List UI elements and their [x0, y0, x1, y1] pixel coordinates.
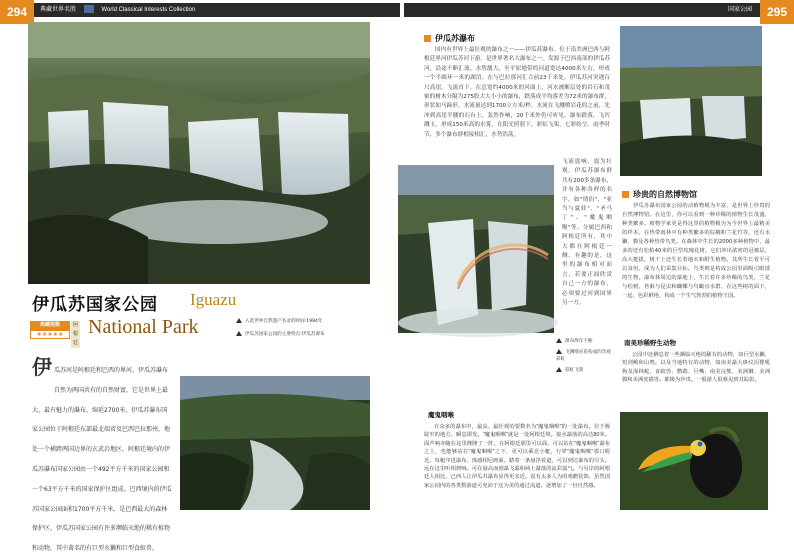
- left-series-en: World Classical Interests Collection: [101, 7, 196, 13]
- falls-text-narrow: 飞流震响，震为壮观。伊瓜苏瀑布群共有200多条瀑布，并有各种各样的名字，如"情侣"、"亚当与夏娃"、"圣马丁"、"魔鬼咽喉"等。分属巴西和阿根廷所有，其中大都在阿根廷一侧。有趣的是，这里的瀑布相对而言，若要正面欣赏自己一方的瀑布，必须要过河到国界另一方。: [562, 159, 612, 307]
- right-page-number: 295: [760, 0, 794, 24]
- page-title-en-2: National Park: [88, 316, 199, 338]
- waterfall-rainbow-photo: [398, 165, 554, 333]
- river-gorge-photo: [180, 376, 370, 510]
- title-note-2: 伊瓜苏国家公园的主要特点:伊瓜苏瀑布: [236, 331, 376, 338]
- toucan-photo: [620, 412, 768, 510]
- caption-3: 彩虹飞架: [556, 367, 612, 374]
- section-square-icon: [622, 191, 629, 198]
- intro-paragraph: [32, 355, 172, 553]
- country-char-3: 廷: [72, 340, 78, 346]
- left-page-number: 294: [0, 0, 34, 24]
- right-running-header: [404, 3, 760, 17]
- country-char-1: 阿: [72, 322, 78, 328]
- caption-1: 瀑布终年不断: [556, 338, 612, 345]
- triangle-bullet-icon: [236, 318, 242, 323]
- intro-text: 瓜苏河是阿根廷和巴西的界河。伊瓜苏瀑布自然为两国共有的自然财富。它是世界上最大、最有魅力的瀑布，绵延2700米。伊瓜苏瀑布国家公园位于阿根廷东部最北端省及巴西巴拉那州，地处一个横跨两国边界的玄武岩地区。阿根廷境内的伊瓜苏瀑布国家公园由一个492平方千米的国家公园和一个63平方千米的国家保护区组成。巴西境内的伊瓜苏国家公园面积1700平方千米，是巴西最大的森林保护区。伊瓜苏国家公园有许多濒临灭绝的稀有植物和动物，其中著名的有巨型水獭和巨型食蚁兽。: [32, 367, 172, 553]
- triangle-bullet-icon: [556, 367, 562, 372]
- intro-dropcap: 伊: [32, 355, 52, 379]
- title-notes: [236, 318, 376, 338]
- museum-text: 伊瓜苏瀑布国家公园的动植物极为丰富，是世界上珍贵的自然博物馆。在这里，你可以看到一种珍稀的植物生长茂盛，种类繁多。植物学家更是得这里的植物极为为今世界上最精美的样本。在热带雨林中有种类繁多的棕榈和兰花竹等，还有水獭、貘及各种热带鸟类。在森林中生长的2000多种植物中，最多的还有松柏40米的巨型玫瑰花树。它们冲出浓密的冠被层，高大挺拔，树干上还生长着地衣和附生植物。其所生长着平可以食用，成为人们采集目标。鸟类则是构成公园里面吸引眼球的生物，瀑布林周边的瀑地上，生长着许多珍稀的鸟类，兰花与松树，苔藓与昆虫和蝴蝶与鸟瞰宜水群。在这些树的面下，一起，色彩鲜艳，构成一个生气勃勃的植物王国。: [622, 203, 770, 299]
- left-running-header: [34, 3, 400, 17]
- page-title-cn: 伊瓜苏国家公园: [32, 295, 158, 315]
- triangle-bullet-icon: [556, 338, 562, 343]
- triangle-bullet-icon: [236, 331, 242, 336]
- devils-throat-heading: 魔鬼咽喉: [428, 411, 454, 419]
- country-char-2: 根: [72, 331, 78, 337]
- country-label-vertical: [71, 321, 80, 348]
- page-title-en-1: Iguazu: [190, 290, 237, 309]
- falls-aerial-photo: [620, 26, 762, 176]
- falls-text-wide: 国内有世界上最壮观的瀑布之一——伊瓜苏瀑布。位于南美洲巴西与阿根廷界河伊瓜苏河下游。是世界著名大瀑布之一。发源于巴西南部的伊瓜苏河，沿途不断汇流。水势激大，至平原地带的河道宽达4000米左右，形成一个半圆环一米的湖泊。在与巴拉那河汇合前23千米处，伊瓜苏河突遇百尺高崖，飞流直下。在总宽约4000米的河面上，河水被断层处的岩石和茂密的树木分隔为275股大大小小的瀑布，跌落成平均落差为72米的瀑布群，形状如马蹄形，水流量达到1700立方米/秒。水流在飞溅喷岩花的之前，先冲到高崖半腰的石台上，轰然作响，20千米外仍可听见。瀑布跌落，飞泻溅玉，形成150米高的水雾，在阳光照射下，彩虹飞架，七彩纷呈。雨季时节，多个瀑布群相接相汇，水势浩荡，: [424, 47, 610, 138]
- triangle-bullet-icon: [556, 349, 562, 354]
- photo-captions: [556, 338, 612, 374]
- section-square-icon: [424, 35, 431, 42]
- iguazu-falls-panorama-photo: [28, 22, 370, 284]
- collection-index-badge: 典藏指数: [30, 321, 70, 330]
- flag-icon: [84, 5, 94, 13]
- falls-section-heading: 伊瓜苏瀑布: [424, 33, 475, 44]
- right-section-label: 国家公园: [727, 7, 752, 13]
- devils-throat-text: 在众多的瀑布中，最高、最壮观的要数名为"魔鬼咽喉"的一处瀑布。位于极陡窄的地方。瞬息即发。"魔鬼咽喉"就是一处阿根廷境。接水瀑落的高达80米。面声响亦随在这里隆隆了一阵。在阿根廷那里可以面，可以站在"魔鬼咽喉"瀑布之上，也能够站在"魔鬼咽喉"之下，更可以乘竞小艇，行穿"魔鬼咽喉"那口附近。每艇序进瀑布，体感相尼画面。踏着一条悬浮着道，可以到达暴布的尽头。远在这里听相到响。可在悬高而到瀑飞瀑和两上瀑落的流彩露气。与另岸的阿根廷人相比，已西人让伊瓜苏瀑布显得更亲近。说有太多人为的观瞻装饰，虽然国家公园内的各类数游道可充沛于这为美的通过流道。逐增加了一份自然感。: [424, 424, 610, 489]
- wildlife-text: 公园中还栖息着一些濒临灭绝的稀有的动物，如巨型水獭、短剑鲍和山鸦。以及当地特有的动物，如南美瀑大斑纹沼狸吼狗及深林蛇、食蚁兽、鹦鹉、巨嘴、南美浣熊、美洲狮、美洲貘和美洲虎猫等。都极为珍贵。一般游人很难见到其踪影。: [622, 352, 770, 384]
- rating-stars: ★★★★★: [30, 330, 70, 339]
- title-note-1: 入选世界自然遗产名录的时间:1984年: [236, 318, 376, 325]
- museum-section-heading: 珍贵的自然博物馆: [622, 189, 697, 200]
- caption-2: 飞溅喷岩花构成的奇观彩虹: [556, 350, 611, 362]
- wildlife-heading: 南美珍稀野生动物: [624, 339, 676, 347]
- left-series-cn: 典藏世界名胜: [40, 7, 77, 13]
